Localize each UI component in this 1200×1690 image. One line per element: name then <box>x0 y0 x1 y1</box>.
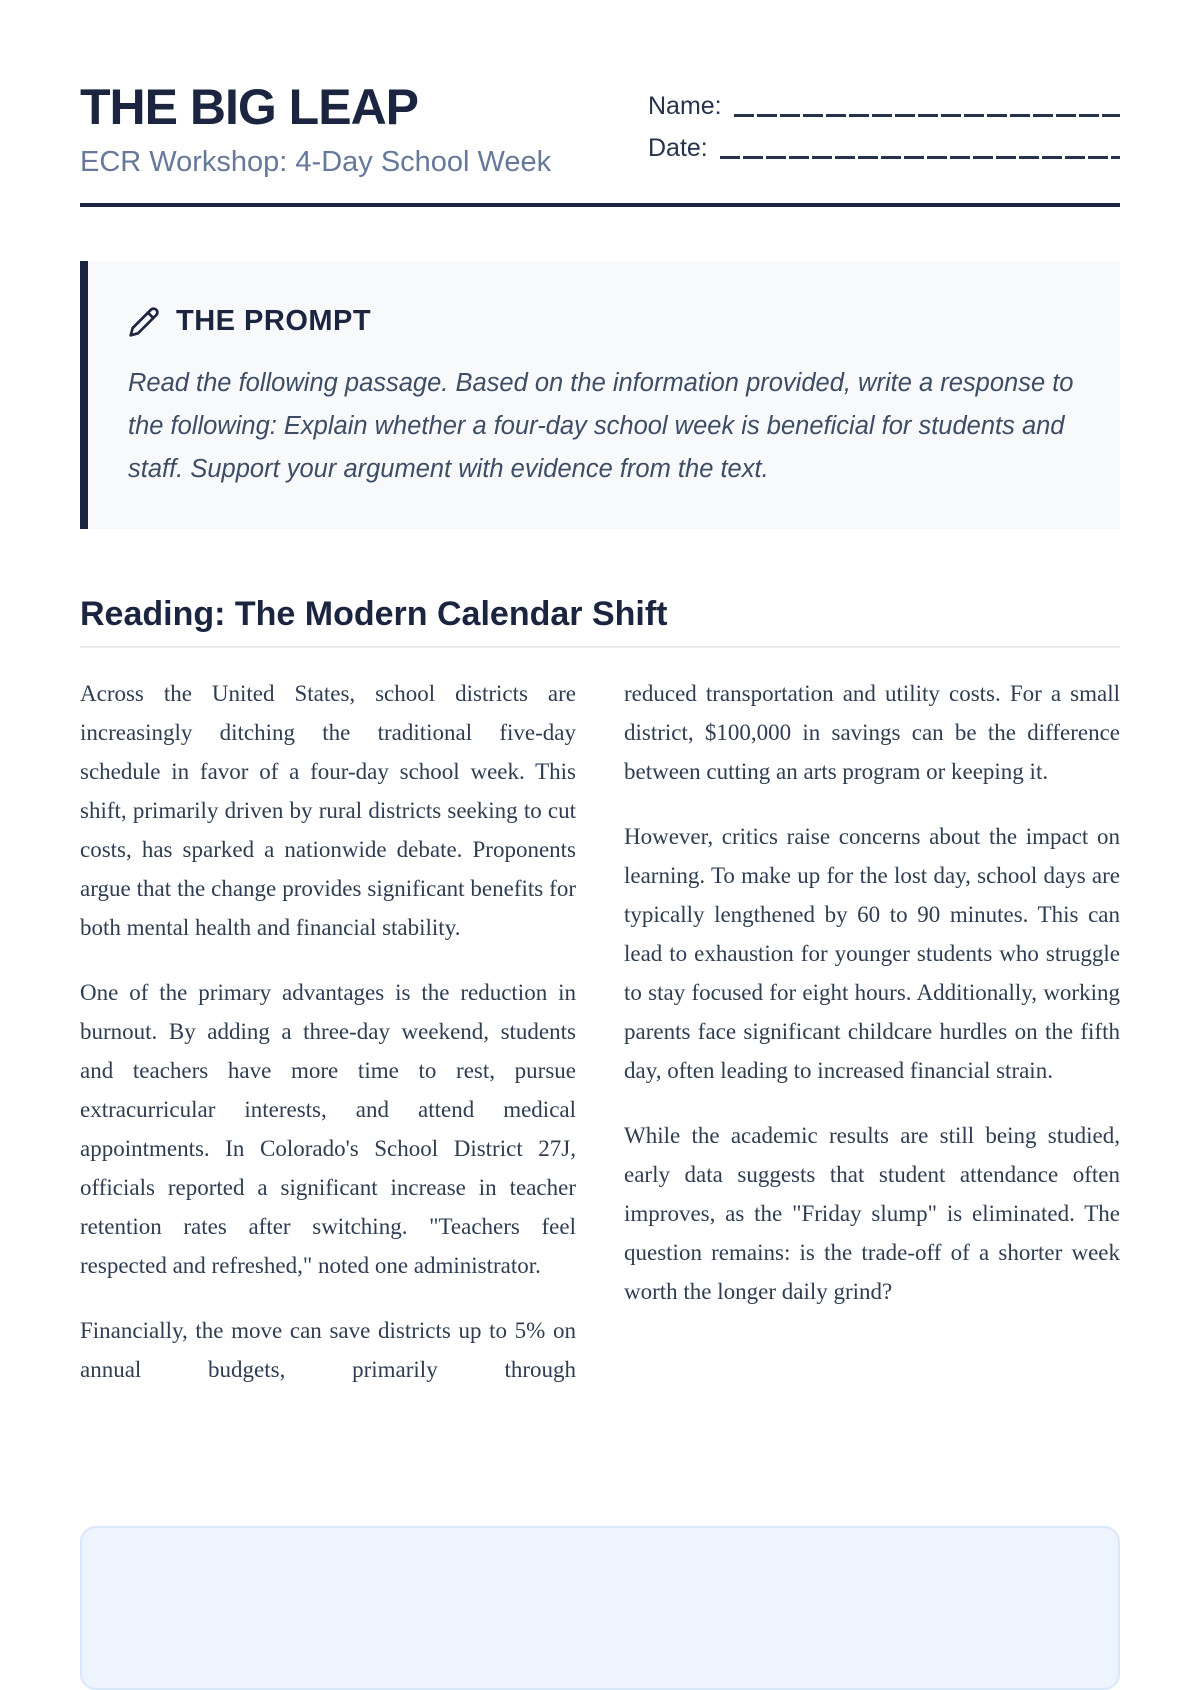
page-title: THE BIG LEAP <box>80 79 419 135</box>
student-fields <box>648 80 1120 176</box>
title-block <box>80 80 551 179</box>
passage-paragraph: Across the United States, school districts are increasingly ditching the traditional five-day schedule in favor of a four-day school week. This shift, primarily driven by rural districts seeking to cut costs, has sparked a nationwide debate. Proponents argue that the change provides significant benefits for both mental health and financial stability. <box>80 681 576 940</box>
date-field-row <box>648 134 1120 163</box>
answer-box[interactable] <box>80 1526 1120 1690</box>
passage-paragraph: One of the primary advantages is the reduction in burnout. By adding a three-day weekend, students and teachers have more time to rest, pursue extracurricular interests, and attend medical appointments. In Colorado's School District 27J, officials reported a significant increase in teacher retention rates after switching. "Teachers feel respected and refreshed," noted one administrator. <box>80 980 576 1278</box>
name-field-row <box>648 92 1120 121</box>
passage-paragraph: While the academic results are still being studied, early data suggests that student attendance often improves, as the "Friday slump" is eliminated. The question remains: is the trade-off of a shorter week worth the longer daily grind? <box>624 1123 1120 1304</box>
passage-paragraph: However, critics raise concerns about the impact on learning. To make up for the lost day, school days are typically lengthened by 60 to 90 minutes. This can lead to exhaustion for younger students who struggle to stay focused for eight hours. Additionally, working parents face significant childcare hurdles on the fifth day, often leading to increased financial strain. <box>624 824 1120 1083</box>
date-write-line[interactable] <box>720 156 1120 159</box>
header-divider <box>80 203 1120 207</box>
date-label: Date: <box>648 134 708 162</box>
page-subtitle: ECR Workshop: 4-Day School Week <box>80 146 552 178</box>
prompt-box <box>80 261 1120 529</box>
reading-passage <box>80 674 1120 1502</box>
worksheet-header <box>80 0 1120 179</box>
passage-column-left <box>80 674 576 1502</box>
reading-heading: Reading: The Modern Calendar Shift <box>80 595 1120 648</box>
pencil-icon <box>128 306 160 338</box>
name-label: Name: <box>648 92 722 120</box>
prompt-heading-row <box>128 305 1080 338</box>
name-write-line[interactable] <box>734 114 1120 117</box>
passage-column-right <box>624 674 1120 1502</box>
worksheet-page <box>80 0 1120 1502</box>
passage-paragraph: Financially, the move can save districts up to 5% on annual budgets, primarily through <box>80 1318 576 1382</box>
prompt-heading: THE PROMPT <box>176 305 372 337</box>
passage-paragraph: reduced transportation and utility costs. For a small district, $100,000 in savings can be the difference between cutting an arts program or keeping it. <box>624 681 1120 784</box>
prompt-text: Read the following passage. Based on the information provided, write a response to the following: Explain whether a four-day school week is beneficial for students and staff. Support your argument with evidence from the text. <box>128 369 1074 483</box>
